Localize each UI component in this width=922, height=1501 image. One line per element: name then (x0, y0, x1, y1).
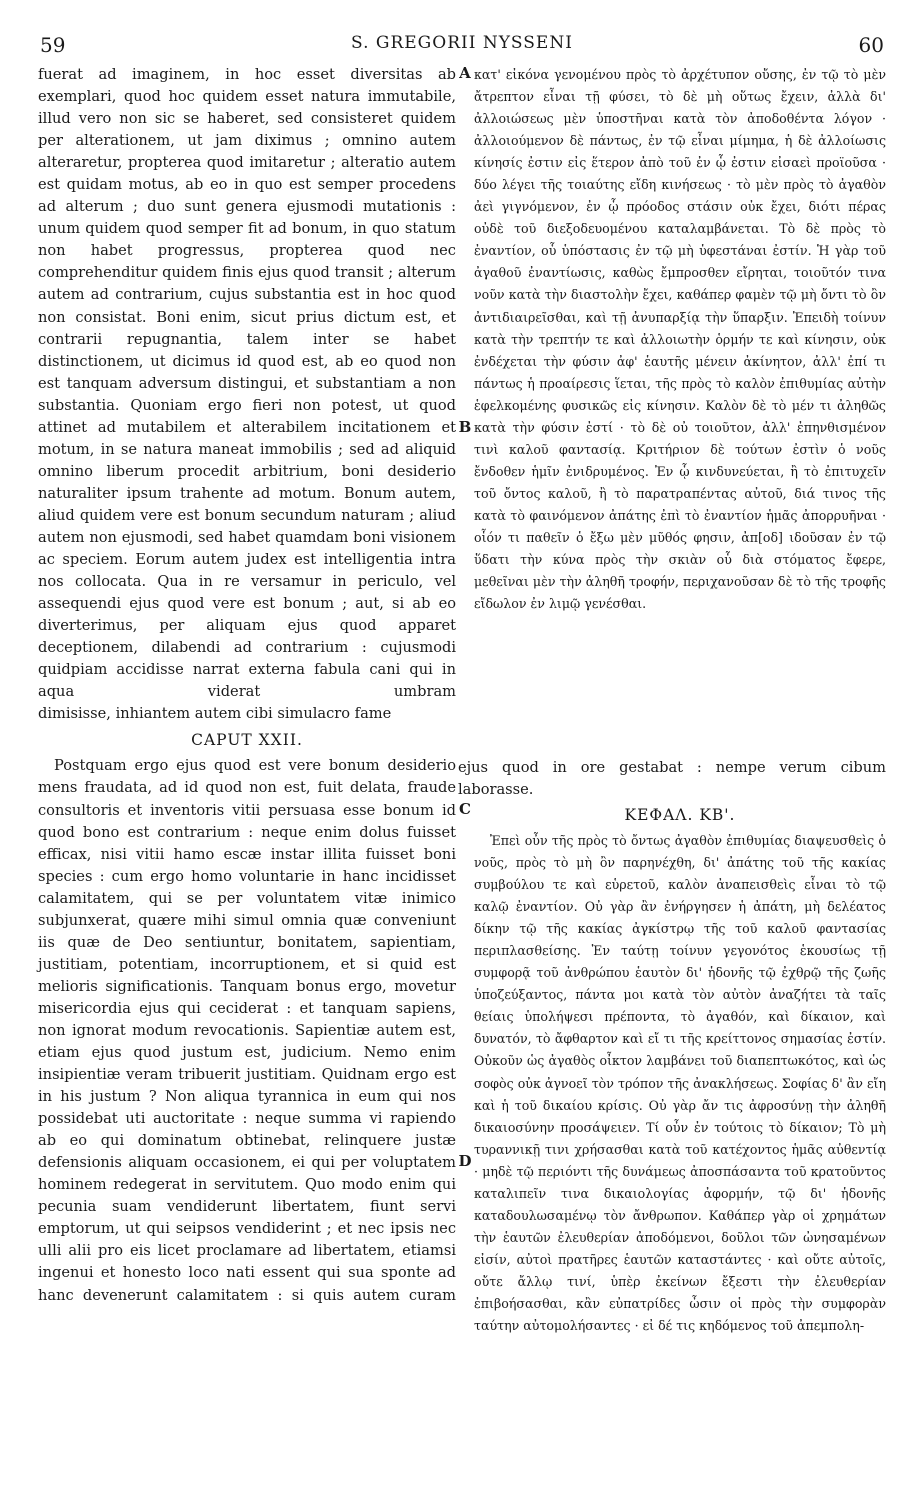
latin-paragraph-2: Postquam ergo ejus quod est vere bonum desiderio mens fraudata, ad id quod non est, fuit delata, fraude consultoris et inventoris vitii persuasa esse bonum id quod bono est contrarium : neque enim dolus fuisset efficax, nisi vitii hamo escæ instar illita fuisset boni species : cum ergo homo voluntarie in hanc incidisset calamitatem, qui se per voluntatem vitæ inimico subjunxerat, quære mihi simul omnia quæ conveniunt iis quæ de Deo sentiuntur, bonitatem, sapientiam, justitiam, potentiam, incorruptionem, et si quid est melioris significationis. Tanquam bonus ergo, movetur misericordia ejus qui ceciderat : et tanquam sapiens, non ignorat modum revocationis. Sapientiæ autem est, etiam ejus quod justum est, judicium. Nemo enim insipientiæ veram tribuerit justitiam. Quidnam ergo est in his justum ? Non aliqua tyrannica in eum qui nos possidebat uti auctoritate : neque summa vi rapiendo ab eo qui dominatum obtinebat, relinquere justæ defensionis aliquam occasionem, ei qui per voluptatem hominem redegerat in servitutem. Quo modo enim qui pecunia suam vendiderunt libertatem, fiunt servi emptorum, ut qui seipsos vendiderint ; et nec ipsis nec ulli alii pro eis licet proclamare ad libertatem, etiamsi ingenui et honesto loco nati essent qui sua sponte ad hanc devenerunt calamitatem : si quis autem curam (38, 757, 456, 1304)
greek-paragraph-2: Ἐπεὶ οὖν τῆς πρὸς τὸ ὄντως ἀγαθὸν ἐπιθυμίας διαψευσθεὶς ὁ νοῦς, πρὸς τὸ μὴ ὂν παρηνέχθη, δι' ἀπάτης τοῦ τῆς κακίας συμβούλου τε καὶ εὑρετοῦ, καλὸν ἀναπεισθεὶς εἶναι τὸ τῷ καλῷ ἐναντίον. Οὐ γὰρ ἂν ἐνήργησεν ἡ ἀπάτη, μὴ δελέατος δίκην τῷ τῆς κακίας ἀγκίστρῳ τῆς τοῦ καλοῦ φαντασίας περιπλασθείσης. Ἐν ταύτῃ τοίνυν γεγονότος ἑκουσίως τῇ συμφορᾷ τοῦ ἀνθρώπου ἑαυτὸν δι' ἡδονῆς τῷ ἐχθρῷ τῆς ζωῆς ὑποζεύξαντος, πάντα μοι κατὰ τὸν αὐτὸν ἀναζήτει τὰ ταῖς θείαις ὑπολήψεσι πρέποντα, τὸ ἀγαθόν, καὶ δίκαιον, καὶ δυνατόν, τὸ ἄφθαρτον καὶ εἴ τι τῆς κρείττονος σημασίας ἐστίν. Οὐκοῦν ὡς ἀγαθὸς οἶκτον λαμβάνει τοῦ διαπεπτωκότος, καὶ ὡς σοφὸς οὐκ ἀγνοεῖ τὸν τρόπον τῆς ἀνακλήσεως. Σοφίας δ' ἂν εἴη καὶ ἡ τοῦ δικαίου κρίσις. Οὐ γὰρ ἄν τις ἀφροσύνῃ τὴν ἀληθῆ δικαιοσύνην προσάψειεν. Τί οὖν ἐν τούτοις τὸ δίκαιον; Τὸ μὴ τυραννικῇ τινι χρήσασθαι κατὰ τοῦ κατέχοντος ἡμᾶς αὐθεντίᾳ · μηδὲ τῷ περιόντι τῆς δυνάμεως ἀποσπάσαντα τοῦ κρατοῦντος καταλιπεῖν τινα δικαιολογίας ἀφορμήν, τῷ δι' ἡδονῆς καταδουλωσαμένῳ τὸν ἄνθρωπον. Καθάπερ γὰρ οἱ χρημάτων τὴν ἑαυτῶν ἐλευθερίαν ἀποδόμενοι, δοῦλοι τῶν ὠνησαμένων εἰσίν, αὐτοὶ πρατῆρες ἑαυτῶν καταστάντες · καὶ οὔτε αὐτοῖς, οὔτε ἄλλῳ τινί, ὑπὲρ ἐκείνων ἔξεστι τὴν ἐλευθερίαν ἐπιβοήσασθαι, κἂν εὐπατρίδες ὦσιν οἱ πρὸς τὴν συμφορὰν ταύτην αὐτομολήσαντες · εἰ δέ τις κηδόμενος τοῦ ἀπεμπολη- (474, 833, 886, 1334)
running-title: S. GREGORII NYSSENI (351, 33, 573, 53)
page-number-left: 59 (40, 33, 66, 57)
margin-letter-b: B (458, 418, 472, 436)
greek-column (474, 64, 886, 615)
margin-letter-d: D (458, 1152, 472, 1170)
latin-column (38, 64, 456, 1307)
greek-paragraph-1: κατ' εἰκόνα γενομένου πρὸς τὸ ἀρχέτυπον οὔσης, ἐν τῷ τὸ μὲν ἄτρεπτον εἶναι τῇ φύσει, τὸ δὲ μὴ οὕτως ἔχειν, ἀλλὰ δι' ἀλλοιώσεως μὲν ὑποστῆναι κατὰ τὸν ἀποδοθέντα λόγον · ἀλλοιούμενον δὲ πάντως, ἐν τῷ εἶναι μίμημα, ἡ δὲ ἀλλοίωσις κίνησίς ἐστιν εἰς ἕτερον ἀπὸ τοῦ ἐν ᾧ ἐστιν εἰσαεὶ προϊοῦσα · δύο λέγει τῆς τοιαύτης εἴδη κινήσεως · τὸ μὲν πρὸς τὸ ἀγαθὸν ἀεὶ γιγνόμενον, ἐν ᾧ πρόοδος στάσιν οὐκ ἔχει, διότι πέρας οὐδὲ τοῦ διεξοδευομένου καταλαμβάνεται. Τὸ δὲ πρὸς τὸ ἐναντίον, οὗ ὑπόστασις ἐν τῷ μὴ ὑφεστάναι ἐστίν. Ἡ γὰρ τοῦ ἀγαθοῦ ἐναντίωσις, καθὼς ἔμπροσθεν εἴρηται, τοιοῦτόν τινα νοῦν κατὰ τὴν διαστολὴν ἔχει, καθάπερ φαμὲν τῷ μὴ ὄντι τὸ ὂν ἀντιδιαιρεῖσθαι, καὶ τῇ ἀνυπαρξίᾳ τὴν ὕπαρξιν. Ἐπειδὴ τοίνυν κατὰ τὴν τρεπτήν τε καὶ ἀλλοιωτὴν ὁρμήν τε καὶ κίνησιν, οὐκ ἐνδέχεται τὴν φύσιν ἀφ' ἑαυτῆς μένειν ἀκίνητον, ἀλλ' ἐπί τι πάντως ἡ προαίρεσις ἵεται, τῆς πρὸς τὸ καλὸν ἐπιθυμίας αὐτὴν ἑφελκομένης φυσικῶς εἰς κίνησιν. Καλὸν δὲ τὸ μέν τι ἀληθῶς κατὰ τὴν φύσιν ἐστί · τὸ δὲ οὐ τοιοῦτον, ἀλλ' ἐπηνθισμένον τινὶ καλοῦ φαντασίᾳ. Κριτήριον δὲ τούτων ἐστὶν ὁ νοῦς ἔνδοθεν ἡμῖν ἐνιδρυμένος. Ἐν ᾧ κινδυνεύεται, ἢ τὸ ἐπιτυχεῖν τοῦ ὄντος καλοῦ, ἢ τὸ παρατραπέντας αὐτοῦ, διά τινος τῆς κατὰ τὸ φαινόμενον ἀπάτης ἐπὶ τὸ ἐναντίον ἡμᾶς ἀπορρυῆναι · οἷόν τι παθεῖν ὁ ἔξω μὲν μῦθός φησιν, ἀπ[οδ] ιδοῦσαν ἐν τῷ ὕδατι τὴν κύνα πρὸς τὴν σκιὰν οὗ διὰ στόματος ἔφερε, μεθεῖναι μὲν τὴν ἀληθῆ τροφήν, περιχανοῦσαν δὲ τὸ τῆς τροφῆς εἴδωλον ἐν λιμῷ γενέσθαι. (474, 67, 886, 612)
latin-final-line: dimisisse, inhiantem autem cibi simulacro fame (38, 705, 392, 723)
margin-letter-c: C (459, 800, 471, 818)
margin-letter-a: A (459, 64, 471, 82)
latin-continuation: ejus quod in ore gestabat : nempe verum cibum laborasse. (458, 759, 886, 799)
latin-chapter-heading: CAPUT XXII. (191, 731, 303, 750)
latin-paragraph-1: fuerat ad imaginem, in hoc esset diversitas ab exemplari, quod hoc quidem esset natura immutabile, illud vero non sic se haberet, sed consisteret quidem per alterationem, ut jam diximus ; omnino autem alteraretur, propterea quod imitaretur ; alteratio autem est quidam motus, ab eo in quo est semper procedens ad alterum ; duo sunt genera ejusmodi mutationis : unum quidem quod semper fit ad bonum, in quo statum non habet progressus, propterea quod nec comprehenditur quidem finis ejus quod transit ; alterum autem ad contrarium, cujus substantia est in hoc quod non consistat. Boni enim, sicut prius dictum est, et contrarii repugnantia, talem inter se habet distinctionem, ut dicimus id quod est, ab eo quod non est tanquam adversum distingui, et substantiam a non substantia. Quoniam ergo fieri non potest, ut quod attinet ad mutabilem et alterabilem incitationem et motum, in se natura maneat immobilis ; sed ad aliquid omnino liberum procedit arbitrium, boni desiderio naturaliter ipsum trahente ad motum. Bonum autem, aliud quidem vere est bonum secundum naturam ; aliud autem non ejusmodi, sed habet quamdam boni visionem ac speciem. Eorum autem judex est intelligentia intra nos collocata. Qua in re versamur in periculo, vel assequendi ejus quod vere est bonum ; aut, si ab eo diverterimus, per aliquam ejus quod apparet deceptionem, dilabendi ad contrarium : cujusmodi quidpiam accidisse narrat externa fabula cani qui in aqua viderat umbram (38, 66, 456, 701)
greek-chapter-heading: ΚΕΦΑΛ. ΚΒ'. (624, 806, 736, 824)
greek-column-lower (474, 800, 886, 1337)
page-number-right: 60 (858, 33, 884, 57)
page-header (40, 33, 884, 59)
